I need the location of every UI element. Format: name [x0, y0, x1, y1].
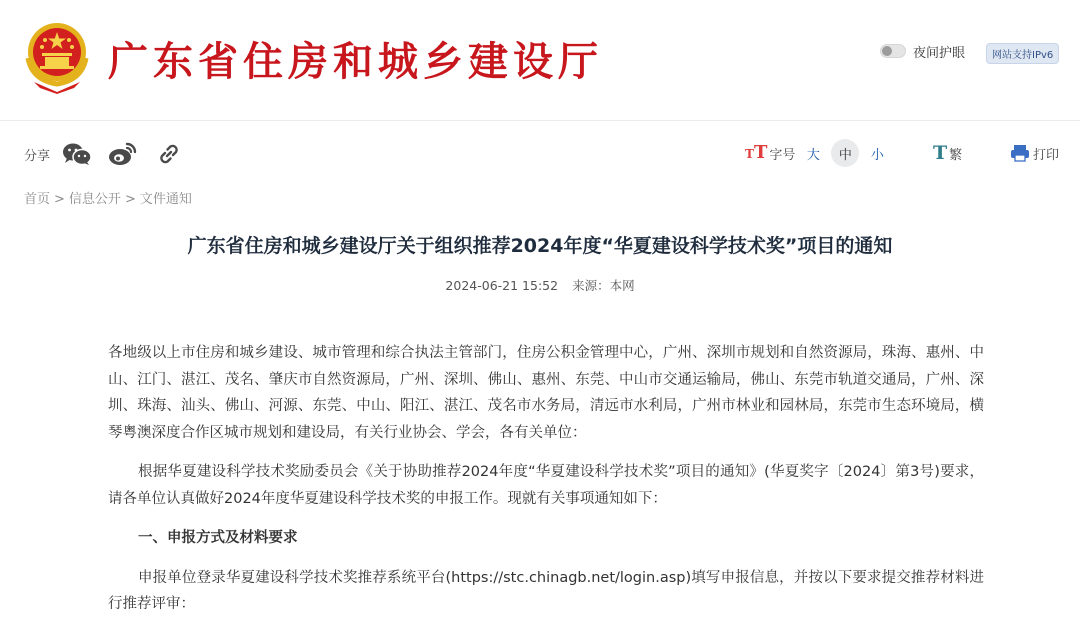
breadcrumb-separator: > [124, 192, 136, 207]
font-size-controls [745, 141, 891, 165]
breadcrumb-separator: > [54, 192, 65, 207]
breadcrumb-info-public[interactable]: 信息公开 [68, 192, 121, 207]
wechat-icon[interactable] [62, 141, 92, 167]
font-size-medium[interactable]: 中 [831, 139, 859, 167]
site-title[interactable]: 广东省住房和城乡建设厅 [108, 38, 603, 85]
paragraph-basis: 根据华夏建设科学技术奖励委员会《关于协助推荐2024年度“华夏建设科学技术奖”项目的通知》(华夏奖字〔2024〕第3号)要求，请各单位认真做好2024年度华夏建设科学技术奖的申报工作。现就有关事项通知如下： [108, 464, 984, 507]
traditional-icon: T [933, 142, 948, 164]
article-title: 广东省住房和城乡建设厅关于组织推荐2024年度“华夏建设科学技术奖”项目的通知 [187, 235, 893, 257]
print-label[interactable]: 打印 [1033, 147, 1060, 163]
breadcrumb-home[interactable]: 首页 [24, 192, 51, 207]
article-body [108, 340, 984, 631]
traditional-chinese-button[interactable] [933, 141, 962, 165]
print-button[interactable] [1010, 141, 1059, 165]
paragraph-recipients: 各地级以上市住房和城乡建设、城市管理和综合执法主管部门，住房公积金管理中心，广州、深圳市规划和自然资源局，珠海、惠州、中山、江门、湛江、茂名、肇庆市自然资源局，广州、深圳、佛山、惠州、东莞、中山市交通运输局，佛山、东莞市轨道交通局，广州、深圳、珠海、汕头、佛山、河源、东莞、中山、阳江、湛江、茂名市水务局，清远市水利局，广州市林业和园林局，东莞市生态环境局，横琴粤澳深度合作区城市规划和建设局，有关行业协会、学会，各有关单位： [108, 345, 984, 441]
breadcrumb [24, 188, 192, 207]
article-meta [0, 276, 1080, 294]
printer-icon[interactable] [1010, 144, 1030, 162]
breadcrumb-notices[interactable]: 文件通知 [139, 192, 192, 207]
font-size-large[interactable]: 大 [806, 147, 820, 163]
article-source: 来源：本网 [572, 278, 635, 293]
traditional-label[interactable]: 繁 [949, 147, 963, 163]
publish-date: 2024-06-21 15:52 [445, 278, 559, 293]
font-size-small[interactable]: 小 [870, 147, 884, 163]
share-label: 分享 [24, 148, 51, 164]
night-mode-toggle[interactable] [880, 42, 965, 60]
toggle-switch-icon[interactable] [880, 44, 906, 58]
share-bar [24, 140, 200, 168]
font-size-label: 字号 [769, 147, 796, 163]
weibo-icon[interactable] [108, 141, 138, 167]
ipv6-badge: 网站支持IPv6 [986, 43, 1059, 64]
paragraph-submission: 申报单位登录华夏建设科学技术奖推荐系统平台(https://stc.chinagb.net/login.asp)填写申报信息，并按以下要求提交推荐材料进行推荐评审： [108, 569, 984, 612]
font-size-icon: TT [745, 142, 768, 163]
section-heading: 一、申报方式及材料要求 [138, 530, 298, 546]
header-divider [0, 120, 1080, 121]
national-emblem-icon [24, 22, 90, 94]
site-header [0, 0, 1080, 120]
link-icon[interactable] [154, 141, 184, 167]
night-mode-label[interactable]: 夜间护眼 [913, 45, 966, 61]
